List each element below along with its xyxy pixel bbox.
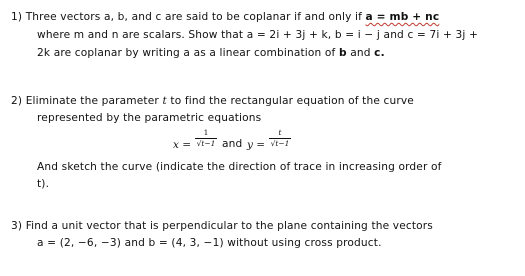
- q1-equation: a = mb + nc: [365, 11, 440, 23]
- eq-x-label: x =: [173, 139, 192, 151]
- q1-line-3-text: 2k are coplanar by writing a as a linear combination of: [37, 47, 336, 59]
- q2-line-1: [11, 94, 414, 108]
- q1-and-text: and: [350, 47, 371, 59]
- q3-line-1: 3) Find a unit vector that is perpendicular to the plane containing the vectors: [11, 220, 433, 232]
- q3-line-2: a = (2, −6, −3) and b = (4, 3, −1) without using cross product.: [37, 237, 382, 249]
- eq-and-text: and: [222, 138, 243, 150]
- q1-line-2: where m and n are scalars. Show that a = 2i + 3j + k, b = i − j and c = 7i + 3j +: [37, 29, 479, 41]
- fraction-x-denominator: √t−1: [196, 139, 216, 148]
- q2-line-3: And sketch the curve (indicate the direction of trace in increasing order of: [37, 161, 442, 173]
- q2-intro-text: 2) Eliminate the parameter: [11, 95, 159, 107]
- q1-intro-text: 1) Three vectors a, b, and c are said to be coplanar if and only if: [11, 11, 363, 23]
- q1-bold-c: c.: [374, 47, 385, 59]
- fraction-y-denominator: √t−1: [270, 139, 290, 148]
- fraction-y-radicand: t−1: [275, 139, 290, 148]
- q2-intro-text-cont: to find the rectangular equation of the curve: [170, 95, 414, 107]
- fraction-x-numerator: 1: [203, 128, 209, 137]
- fraction-y-numerator: t: [278, 128, 282, 137]
- q1-line-3: [37, 46, 385, 60]
- fraction-x-radicand: t−1: [201, 139, 216, 148]
- q1-bold-b: b: [338, 47, 347, 59]
- q2-parameter-t: t: [162, 95, 167, 107]
- q2-line-2: represented by the parametric equations: [37, 112, 262, 124]
- fraction-x: [193, 128, 219, 149]
- q2-line-4: t).: [37, 178, 50, 190]
- eq-y-label: y =: [247, 139, 266, 151]
- fraction-y: [267, 128, 293, 149]
- q1-line-1: [11, 10, 439, 24]
